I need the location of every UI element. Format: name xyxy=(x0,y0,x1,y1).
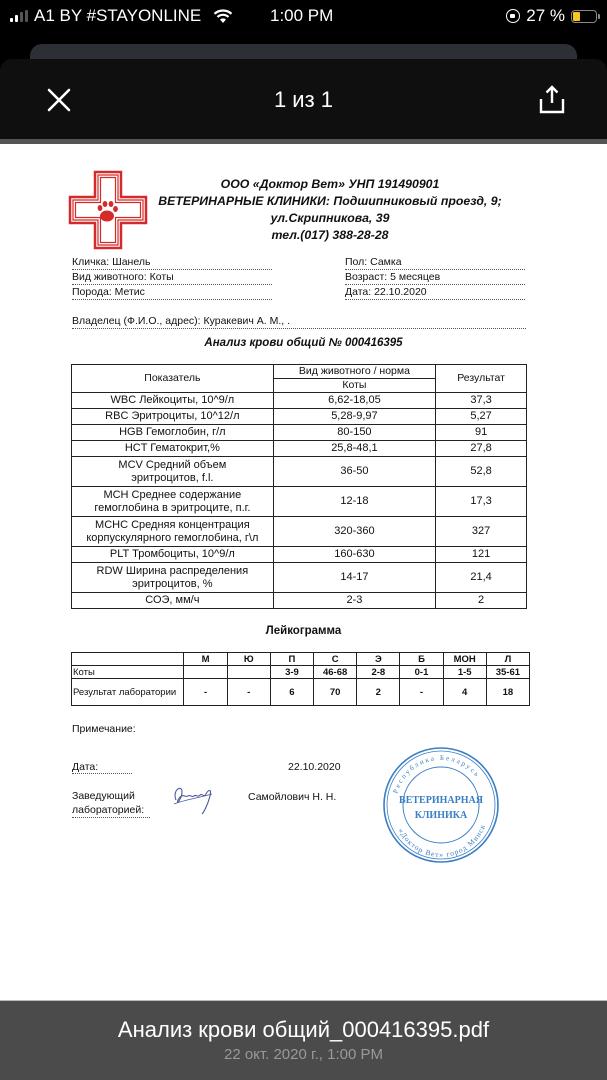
col-header: П xyxy=(270,653,313,666)
result-value: 17,3 xyxy=(436,487,527,517)
table-row xyxy=(72,441,527,457)
row-label: Результат лаборатории xyxy=(72,679,184,706)
date-label: Дата: xyxy=(72,761,132,774)
page-counter: 1 из 1 xyxy=(273,87,334,112)
leukogram-table xyxy=(71,652,530,706)
indicator-name: MCHC Средняя концентрация корпускулярного гемоглобина, г\л xyxy=(72,517,274,547)
result-cell: - xyxy=(227,679,270,706)
indicator-name: RDW Ширина распределения эритроцитов, % xyxy=(72,563,274,593)
indicator-name: MCV Средний объем эритроцитов, f.l. xyxy=(72,457,274,487)
norm-cell: 0-1 xyxy=(400,666,443,679)
norm-value: 6,62-18,05 xyxy=(273,393,435,409)
orientation-lock-icon xyxy=(506,9,520,23)
file-timestamp: 22 окт. 2020 г., 1:00 PM xyxy=(223,1046,383,1063)
table-row xyxy=(72,487,527,517)
norm-cell: 46-68 xyxy=(314,666,357,679)
norm-value: 36-50 xyxy=(273,457,435,487)
org-phone: тел.(017) 388-28-28 xyxy=(271,228,389,242)
result-value: 327 xyxy=(436,517,527,547)
patient-species: Вид животного: Коты xyxy=(72,271,272,285)
svg-text:ВЕТЕРИНАРНАЯ: ВЕТЕРИНАРНАЯ xyxy=(399,795,483,806)
norm-cell: 1-5 xyxy=(443,666,486,679)
col-norm-group: Вид животного / норма xyxy=(273,365,435,379)
table-row xyxy=(72,593,527,609)
col-header: М xyxy=(184,653,227,666)
result-value: 27,8 xyxy=(436,441,527,457)
signature-icon xyxy=(168,780,228,816)
svg-text:«Доктор Вет» город Минск: «Доктор Вет» город Минск xyxy=(396,822,488,860)
table-row xyxy=(72,517,527,547)
org-name: ООО «Доктор Вет» УНП 191490901 xyxy=(220,177,440,191)
leukogram-result-row xyxy=(72,679,530,706)
norm-value: 12-18 xyxy=(273,487,435,517)
norm-value: 25,8-48,1 xyxy=(273,441,435,457)
analysis-title: Анализ крови общий № 000416395 xyxy=(204,337,403,349)
col-header: С xyxy=(314,653,357,666)
indicator-name: СОЭ, мм/ч xyxy=(72,593,274,609)
leukogram-norm-row xyxy=(72,666,530,679)
leukogram-corner xyxy=(72,653,184,666)
result-value: 37,3 xyxy=(436,393,527,409)
result-cell: - xyxy=(400,679,443,706)
wifi-icon xyxy=(213,9,233,24)
result-value: 2 xyxy=(436,593,527,609)
pdf-document[interactable] xyxy=(0,144,607,1000)
file-info-footer xyxy=(0,1000,607,1080)
patient-age: Возраст: 5 месяцев xyxy=(345,271,525,285)
result-cell: 18 xyxy=(486,679,529,706)
share-icon[interactable] xyxy=(539,84,565,114)
carrier-label: A1 BY #STAYONLINE xyxy=(34,6,202,25)
col-indicator: Показатель xyxy=(72,365,274,393)
leukogram-header-row xyxy=(72,653,530,666)
col-header: Б xyxy=(400,653,443,666)
result-cell: 6 xyxy=(270,679,313,706)
table-row xyxy=(72,409,527,425)
patient-sex: Пол: Самка xyxy=(345,256,525,270)
norm-value: 5,28-9,97 xyxy=(273,409,435,425)
result-cell: 2 xyxy=(357,679,400,706)
result-cell: 4 xyxy=(443,679,486,706)
date-value: 22.10.2020 xyxy=(288,761,341,773)
clinic-stamp-icon xyxy=(382,746,500,864)
norm-cell xyxy=(184,666,227,679)
norm-cell: 3-9 xyxy=(270,666,313,679)
result-cell: - xyxy=(184,679,227,706)
viewer-header xyxy=(0,59,607,139)
result-value: 52,8 xyxy=(436,457,527,487)
lab-head-name: Самойлович Н. Н. xyxy=(248,791,337,803)
norm-value: 14-17 xyxy=(273,563,435,593)
leukogram-title: Лейкограмма xyxy=(265,625,342,637)
file-name: Анализ крови общий_000416395.pdf xyxy=(117,1017,490,1042)
table-row xyxy=(72,457,527,487)
table-row xyxy=(72,393,527,409)
norm-value: 320-360 xyxy=(273,517,435,547)
row-label: Коты xyxy=(72,666,184,679)
clock: 1:00 PM xyxy=(270,6,334,25)
result-value: 121 xyxy=(436,547,527,563)
result-value: 91 xyxy=(436,425,527,441)
col-header: Ю xyxy=(227,653,270,666)
org-address-2: ул.Скрипникова, 39 xyxy=(270,211,390,225)
table-row xyxy=(72,547,527,563)
indicator-name: RBC Эритроциты, 10^12/л xyxy=(72,409,274,425)
battery-percent: 27 % xyxy=(526,6,565,25)
norm-cell: 2-8 xyxy=(357,666,400,679)
indicator-name: PLT Тромбоциты, 10^9/л xyxy=(72,547,274,563)
note-label: Примечание: xyxy=(72,723,136,735)
table-row xyxy=(72,425,527,441)
status-bar xyxy=(0,0,607,36)
owner: Владелец (Ф.И.О., адрес): Куракевич А. М., . xyxy=(72,315,526,329)
indicator-name: HCT Гематокрит,% xyxy=(72,441,274,457)
svg-text:Республика Беларусь: Республика Беларусь xyxy=(391,753,482,795)
norm-cell: 35-61 xyxy=(486,666,529,679)
clinic-header xyxy=(140,176,520,244)
battery-icon xyxy=(571,10,597,23)
col-header: Л xyxy=(486,653,529,666)
indicator-name: HGB Гемоглобин, г/л xyxy=(72,425,274,441)
indicator-name: WBC Лейкоциты, 10^9/л xyxy=(72,393,274,409)
signal-icon xyxy=(10,10,28,22)
result-cell: 70 xyxy=(314,679,357,706)
result-value: 5,27 xyxy=(436,409,527,425)
lab-head-label xyxy=(72,789,150,818)
norm-cell xyxy=(227,666,270,679)
col-header: МОН xyxy=(443,653,486,666)
lab-head-label-line1: Заведующий xyxy=(72,790,135,802)
col-species: Коты xyxy=(273,379,435,393)
patient-date: Дата: 22.10.2020 xyxy=(345,286,525,300)
lab-head-label-line2: лабораторией: xyxy=(72,803,150,818)
indicator-name: MCH Среднее содержание гемоглобина в эритроците, п.г. xyxy=(72,487,274,517)
clinic-logo-cross-icon xyxy=(68,170,148,250)
norm-value: 2-3 xyxy=(273,593,435,609)
patient-name: Кличка: Шанель xyxy=(72,256,272,270)
col-result: Результат xyxy=(436,365,527,393)
svg-text:КЛИНИКА: КЛИНИКА xyxy=(414,810,468,821)
blood-test-table xyxy=(71,364,527,609)
norm-value: 160-630 xyxy=(273,547,435,563)
table-row xyxy=(72,563,527,593)
org-address-1: ВЕТЕРИНАРНЫЕ КЛИНИКИ: Подшипниковый проезд, 9; xyxy=(158,194,502,208)
col-header: Э xyxy=(357,653,400,666)
patient-breed: Порода: Метис xyxy=(72,286,272,300)
result-value: 21,4 xyxy=(436,563,527,593)
norm-value: 80-150 xyxy=(273,425,435,441)
